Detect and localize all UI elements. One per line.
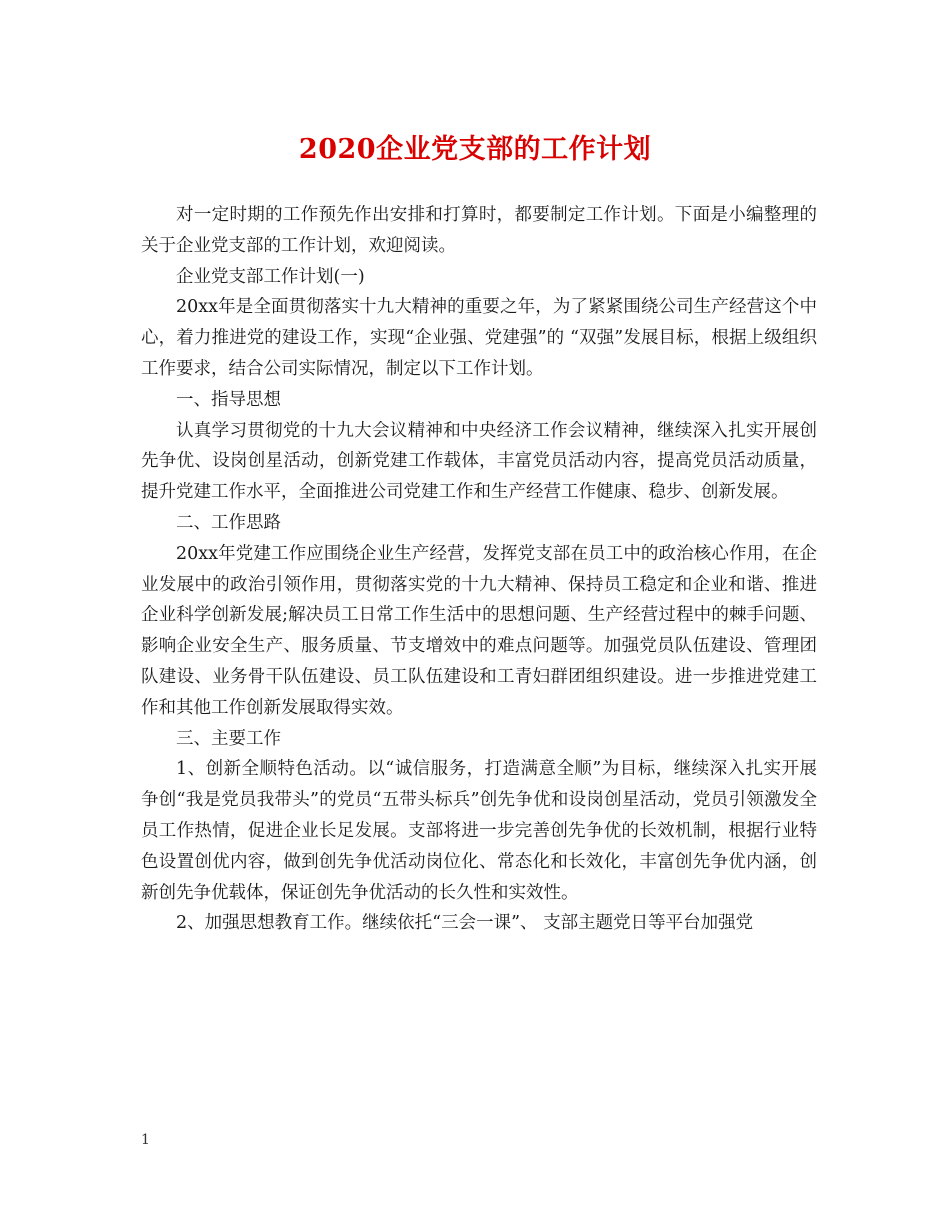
section-heading-work-approach: 二、工作思路 bbox=[176, 512, 281, 533]
section-heading-guiding-thought: 一、指导思想 bbox=[176, 389, 281, 410]
paragraph-main-work-1: 1、创新全顺特色活动。以“诚信服务，打造满意全顺”为目标，继续深入扎实开展争创“我是党员我带头”的党员“五带头标兵”创先争优和设岗创星活动，党员引领激发全员工作热情，促进企业长足发展。支部将进一步完善创先争优的长效机制，根据行业特色设置创优内容，做到创先争优活动岗位化、常态化和长效化，丰富创先争优内涵，创新创先争优载体，保证创先争优活动的长久性和实效性。 bbox=[141, 759, 817, 903]
section-heading-main-work: 三、主要工作 bbox=[176, 728, 281, 749]
document-body bbox=[141, 200, 817, 939]
page-number: 1 bbox=[141, 1132, 150, 1148]
paragraph-main-work-2: 2、加强思想教育工作。继续依托“三会一课”、 支部主题党日等平台加强党 bbox=[176, 913, 754, 934]
document-title: 2020企业党支部的工作计划 bbox=[298, 134, 652, 165]
section-heading-plan-1: 企业党支部工作计划(一) bbox=[176, 266, 365, 287]
paragraph-guiding-thought: 认真学习贯彻党的十九大会议精神和中央经济工作会议精神，继续深入扎实开展创先争优、设岗创星活动，创新党建工作载体，丰富党员活动内容，提高党员活动质量，提升党建工作水平，全面推进公司党建工作和生产经营工作健康、稳步、创新发展。 bbox=[141, 420, 817, 503]
paragraph-work-approach: 20xx年党建工作应围绕企业生产经营，发挥党支部在员工中的政治核心作用，在企业发展中的政治引领作用，贯彻落实党的十九大精神、保持员工稳定和企业和谐、推进企业科学创新发展;解决员工日常工作生活中的思想问题、生产经营过程中的棘手问题、影响企业安全生产、服务质量、节支增效中的难点问题等。加强党员队伍建设、管理团队建设、业务骨干队伍建设、员工队伍建设和工青妇群团组织建设。进一步推进党建工作和其他工作创新发展取得实效。 bbox=[141, 543, 817, 718]
paragraph-overview: 20xx年是全面贯彻落实十九大精神的重要之年，为了紧紧围绕公司生产经营这个中心，着力推进党的建设工作，实现“企业强、党建强”的 “双强”发展目标，根据上级组织工作要求，结合公司实际情况，制定以下工作计划。 bbox=[141, 297, 817, 379]
paragraph-intro: 对一定时期的工作预先作出安排和打算时，都要制定工作计划。下面是小编整理的关于企业党支部的工作计划，欢迎阅读。 bbox=[141, 205, 817, 256]
